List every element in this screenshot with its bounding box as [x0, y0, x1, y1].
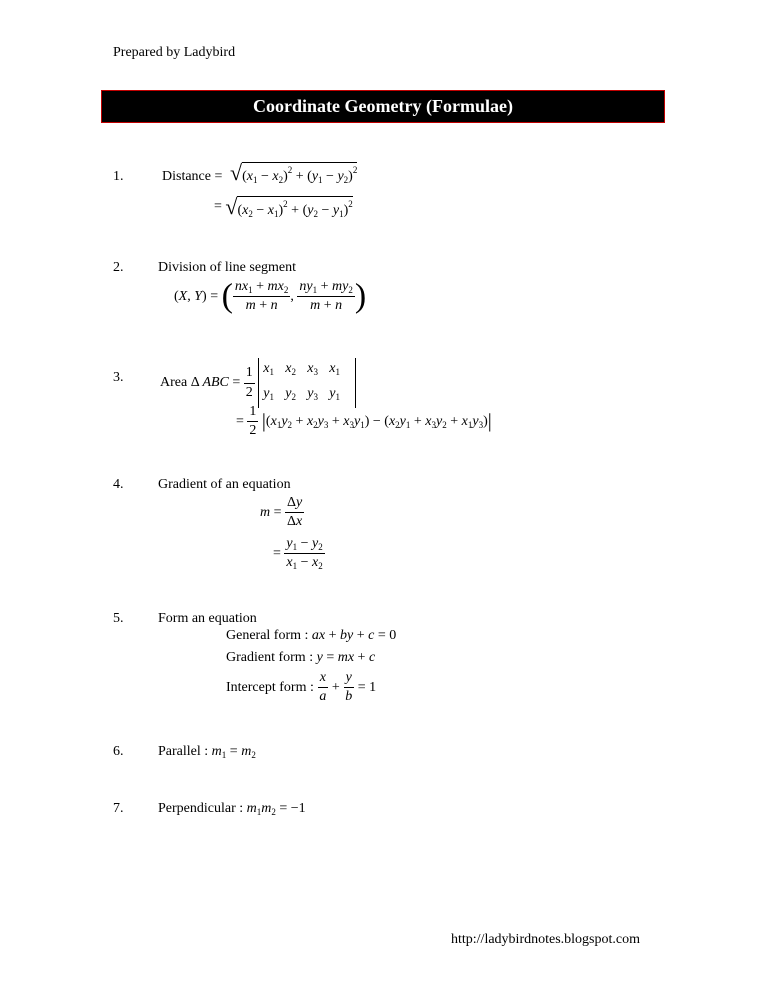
prepared-by: Prepared by Ladybird [113, 45, 236, 60]
perpendicular-formula: Perpendicular : $m_1m_2 = -1$ [158, 801, 306, 817]
item-number-3: 3. [113, 370, 124, 385]
gradient-label: Gradient of an equation [158, 477, 291, 492]
general-form-label: General form : [226, 628, 309, 643]
item-number-5: 5. [113, 611, 124, 626]
area-label: Area [160, 375, 188, 391]
area-formula-1: Area Δ ABC = $\frac{1}{2}$ $x_1$ $x_2$ $x_3$ $x_1$ $y_1$ $y_2$ $y_3$ $y_1$ [160, 358, 356, 408]
form-equation-label: Form an equation [158, 611, 257, 626]
item-number-7: 7. [113, 801, 124, 816]
intercept-form-label: Intercept form : [226, 679, 314, 695]
distance-formula-1: $√(x_1 - x_2)^2 + (y_1 - y_2)^2$ [230, 160, 358, 185]
perpendicular-label: Perpendicular : [158, 801, 244, 816]
intercept-form: Intercept form : $\frac{x}{a}$ + $\frac{y}{b}$ = 1 [226, 670, 377, 705]
page-title [101, 90, 665, 123]
parallel-formula: Parallel : $m_1 = m_2$ [158, 744, 256, 760]
item-number-4: 4. [113, 477, 124, 492]
division-label: Division of line segment [158, 260, 297, 275]
gradient-formula-2: = $\frac{y_1 - y_2}{x_1 - x_2}$ [273, 536, 323, 572]
gradient-form-label: Gradient form : [226, 650, 314, 665]
item-number-6: 6. [113, 744, 124, 759]
item-number-2: 2. [113, 260, 124, 275]
area-formula-2: = $\frac{1}{2}$ $|(x_1y_2 + x_2y_3 + x_3y_1) - (x_2y_1 + x_3y_2 + x_1y_3)|$ [236, 404, 492, 439]
general-form: General form : ax + by + c = 0 [226, 628, 397, 643]
gradient-formula-1: m = $\frac{\Delta y}{\Delta x}$ [260, 495, 303, 530]
item-number-1: 1. [113, 169, 124, 184]
gradient-form: Gradient form : y = mx + c [226, 650, 376, 665]
footer-url[interactable]: http://ladybirdnotes.blogspot.com [451, 932, 640, 947]
parallel-label: Parallel : [158, 744, 209, 759]
distance-formula-2: = $√(x_2 - x_1)^2 + (y_2 - y_1)^2$ [214, 194, 353, 219]
division-formula: (X, Y) = ( $\frac{nx_1 + mx_2}{m + n}$ , $\frac{ny_1 + my_2}{m + n}$ ) [174, 277, 367, 315]
page-title-text: Coordinate Geometry (Formulae) [253, 96, 513, 116]
distance-label: Distance = [162, 169, 223, 184]
